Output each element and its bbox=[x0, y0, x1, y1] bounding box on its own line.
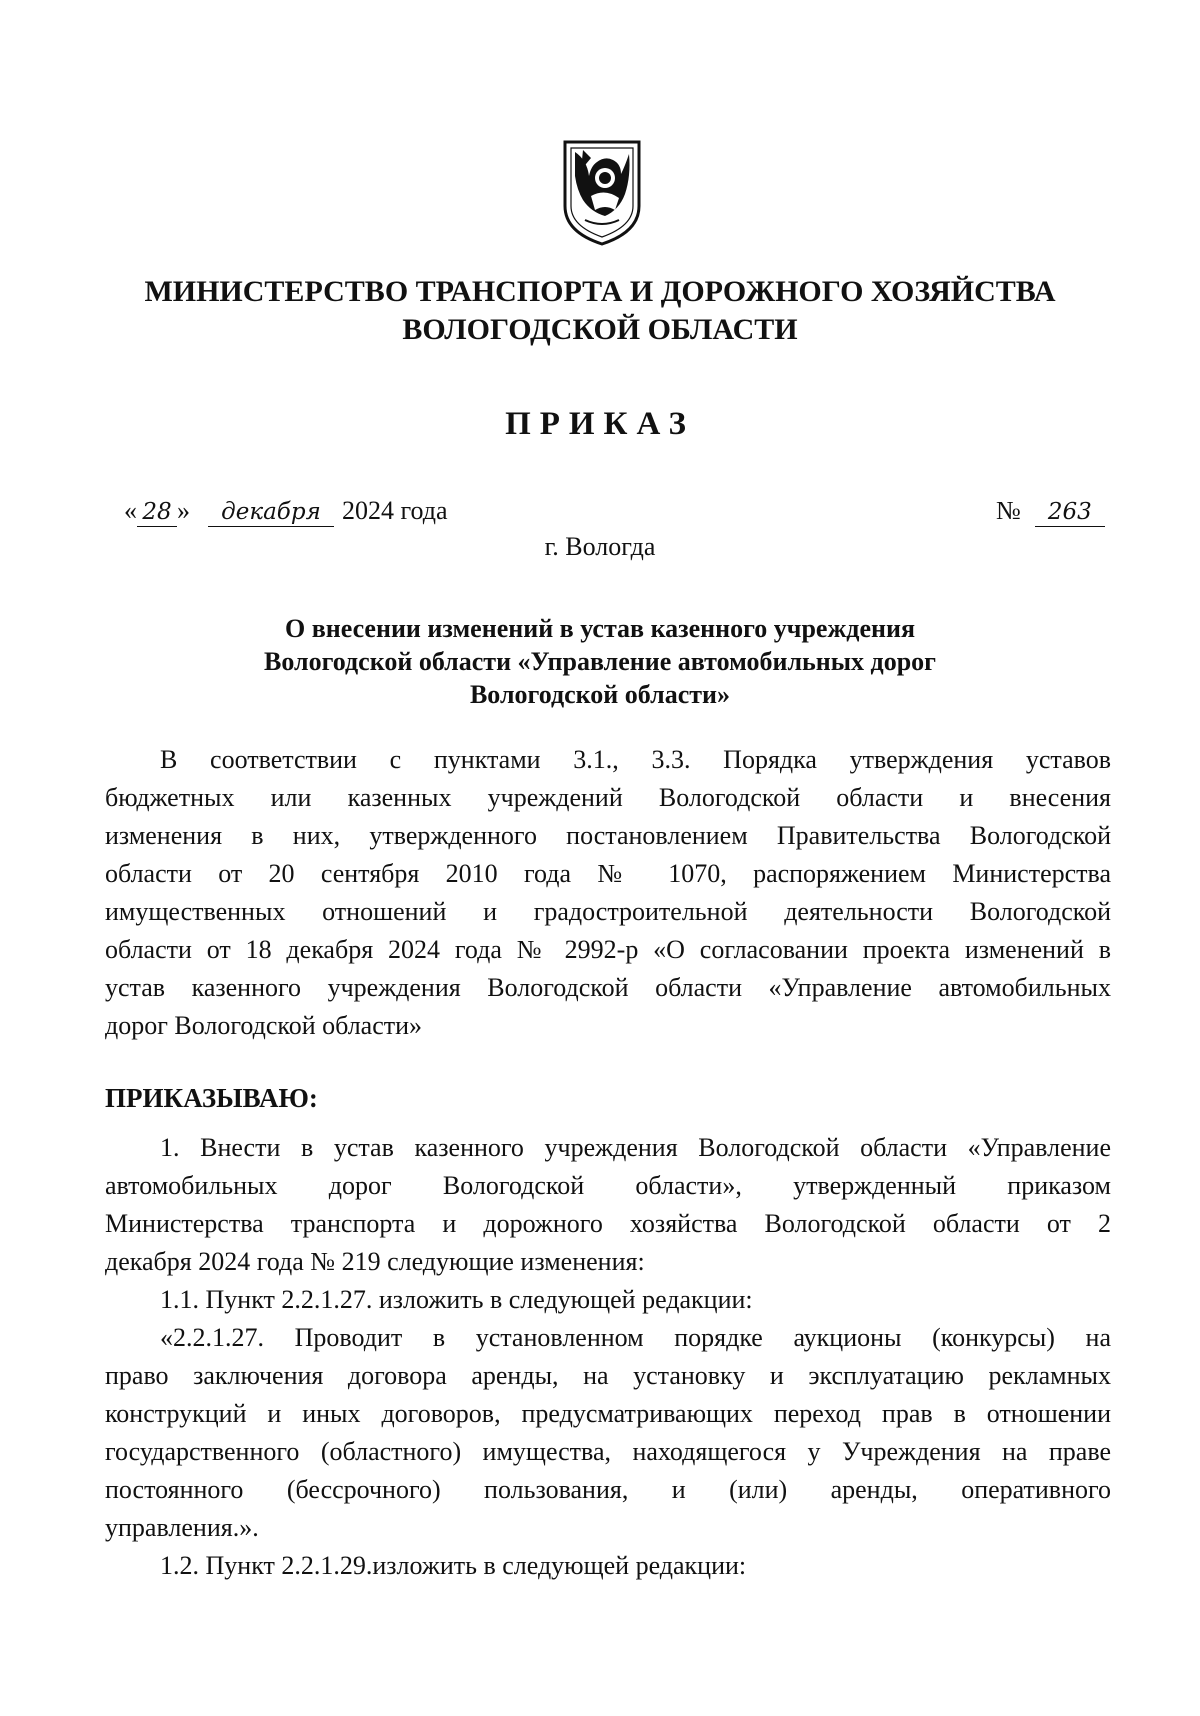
subject-line: Вологодской области «Управление автомобильных дорог bbox=[264, 647, 936, 676]
document-type-title: ПРИКАЗ bbox=[505, 406, 695, 442]
preamble-line: дорог Вологодской области» bbox=[105, 1011, 423, 1040]
subject-line: Вологодской области» bbox=[469, 680, 731, 709]
number-prefix: № bbox=[996, 496, 1021, 525]
date-year: 2024 года bbox=[342, 496, 448, 525]
date-month: декабря bbox=[208, 498, 334, 527]
subject-line: О внесении изменений в устав казенного учреждения bbox=[284, 614, 916, 643]
preamble-line: устав казенного учреждения Вологодской области «Управление автомобильных bbox=[105, 973, 1111, 1002]
date-quote-close: » bbox=[177, 496, 190, 525]
city-name: г. Вологда bbox=[544, 532, 656, 561]
item-line: автомобильных дорог Вологодской области», утвержденный приказом bbox=[105, 1171, 1111, 1200]
date-day: 28 bbox=[137, 498, 177, 527]
item-line: постоянного (бессрочного) пользования, и (или) аренды, оперативного bbox=[105, 1475, 1111, 1504]
item-line: 1.1. Пункт 2.2.1.27. изложить в следующей редакции: bbox=[160, 1285, 753, 1314]
preamble-line: бюджетных или казенных учреждений Вологодской области и внесения bbox=[105, 783, 1111, 812]
item-line: декабря 2024 года № 219 следующие изменения: bbox=[105, 1247, 645, 1276]
coat-of-arms-icon bbox=[561, 136, 643, 248]
item-line: «2.2.1.27. Проводит в установленном порядке аукционы (конкурсы) на bbox=[160, 1323, 1111, 1352]
ministry-name-line2: ВОЛОГОДСКОЙ ОБЛАСТИ bbox=[402, 313, 798, 346]
preamble-line: В соответствии с пунктами 3.1., 3.3. Порядка утверждения уставов bbox=[160, 745, 1111, 774]
item-line: конструкций и иных договоров, предусматривающих переход прав в отношении bbox=[105, 1399, 1111, 1428]
preamble-paragraph bbox=[105, 741, 1111, 1045]
item-line: 1. Внести в устав казенного учреждения Вологодской области «Управление bbox=[160, 1133, 1111, 1162]
order-items bbox=[105, 1129, 1111, 1585]
preamble-line: имущественных отношений и градостроительной деятельности Вологодской bbox=[105, 897, 1111, 926]
order-date bbox=[124, 494, 448, 528]
item-line: право заключения договора аренды, на установку и эксплуатацию рекламных bbox=[105, 1361, 1111, 1390]
item-line: Министерства транспорта и дорожного хозяйства Вологодской области от 2 bbox=[105, 1209, 1111, 1238]
item-line: 1.2. Пункт 2.2.1.29.изложить в следующей редакции: bbox=[160, 1551, 747, 1580]
date-quote-open: « bbox=[124, 496, 137, 525]
order-directive-heading: ПРИКАЗЫВАЮ: bbox=[105, 1083, 318, 1113]
preamble-line: области от 18 декабря 2024 года № 2992-р «О согласовании проекта изменений в bbox=[105, 935, 1111, 964]
order-number bbox=[996, 494, 1105, 528]
item-line: государственного (областного) имущества, находящегося у Учреждения на праве bbox=[105, 1437, 1111, 1466]
ministry-name-line1: МИНИСТЕРСТВО ТРАНСПОРТА И ДОРОЖНОГО ХОЗЯЙСТВА bbox=[144, 275, 1056, 308]
item-line: управления.». bbox=[105, 1513, 259, 1542]
order-subject bbox=[150, 612, 1050, 711]
preamble-line: изменения в них, утвержденного постановлением Правительства Вологодской bbox=[105, 821, 1111, 850]
number-value: 263 bbox=[1035, 498, 1105, 527]
preamble-line: области от 20 сентября 2010 года № 1070, распоряжением Министерства bbox=[105, 859, 1111, 888]
